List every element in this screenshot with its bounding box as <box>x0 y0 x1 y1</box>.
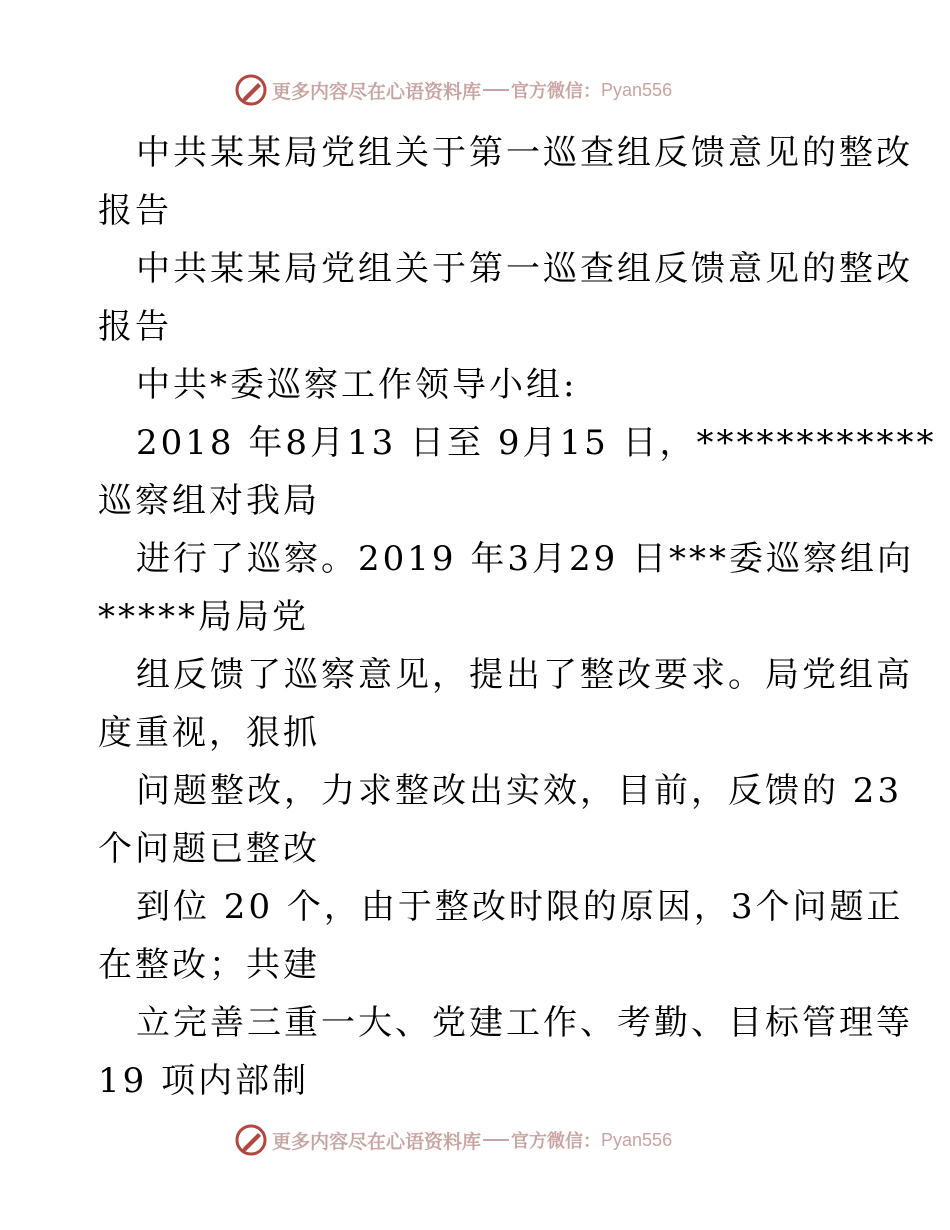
text-line: 组反馈了巡察意见，提出了整改要求。局党组高 <box>136 655 913 695</box>
text-line: 到位 20 个，由于整改时限的原因，3个问题正 <box>136 887 904 927</box>
text-line: 中共*委巡察工作领导小组: <box>136 365 578 405</box>
text-line: 报告 <box>98 307 172 347</box>
text-line: 度重视，狠抓 <box>98 713 320 753</box>
text-line: 2018 年8月13 日至 9月15 日，************ <box>136 423 937 463</box>
pen-logo-icon <box>234 1123 268 1157</box>
document-body <box>98 124 937 1110</box>
watermark-dash <box>483 1139 509 1141</box>
text-line: 中共某某局党组关于第一巡查组反馈意见的整改 <box>136 133 913 173</box>
pen-logo-icon <box>234 73 268 107</box>
text-line: 中共某某局党组关于第一巡查组反馈意见的整改 <box>136 249 913 289</box>
text-line: 19 项内部制 <box>98 1061 310 1101</box>
text-line: 立完善三重一大、党建工作、考勤、目标管理等 <box>136 1003 913 1043</box>
wechat-id: Pyan556 <box>601 1129 673 1150</box>
text-line: 报告 <box>98 191 172 231</box>
watermark-text: 更多内容尽在心语资料库 <box>272 80 482 103</box>
wechat-label: 官方微信： <box>511 81 602 102</box>
text-line: 在整改；共建 <box>98 945 320 985</box>
text-line: 巡察组对我局 <box>98 481 320 521</box>
watermark-text: 更多内容尽在心语资料库 <box>272 1130 482 1153</box>
text-line: 个问题已整改 <box>98 829 320 869</box>
text-line: *****局局党 <box>98 597 309 637</box>
wechat-id: Pyan556 <box>601 79 673 100</box>
watermark-dash <box>483 89 509 91</box>
header-watermark <box>234 72 672 108</box>
wechat-label: 官方微信： <box>511 1131 602 1152</box>
text-line: 问题整改，力求整改出实效，目前，反馈的 23 <box>136 771 903 811</box>
text-line: 进行了巡察。2019 年3月29 日***委巡察组向 <box>136 539 915 579</box>
footer-watermark <box>234 1122 672 1158</box>
